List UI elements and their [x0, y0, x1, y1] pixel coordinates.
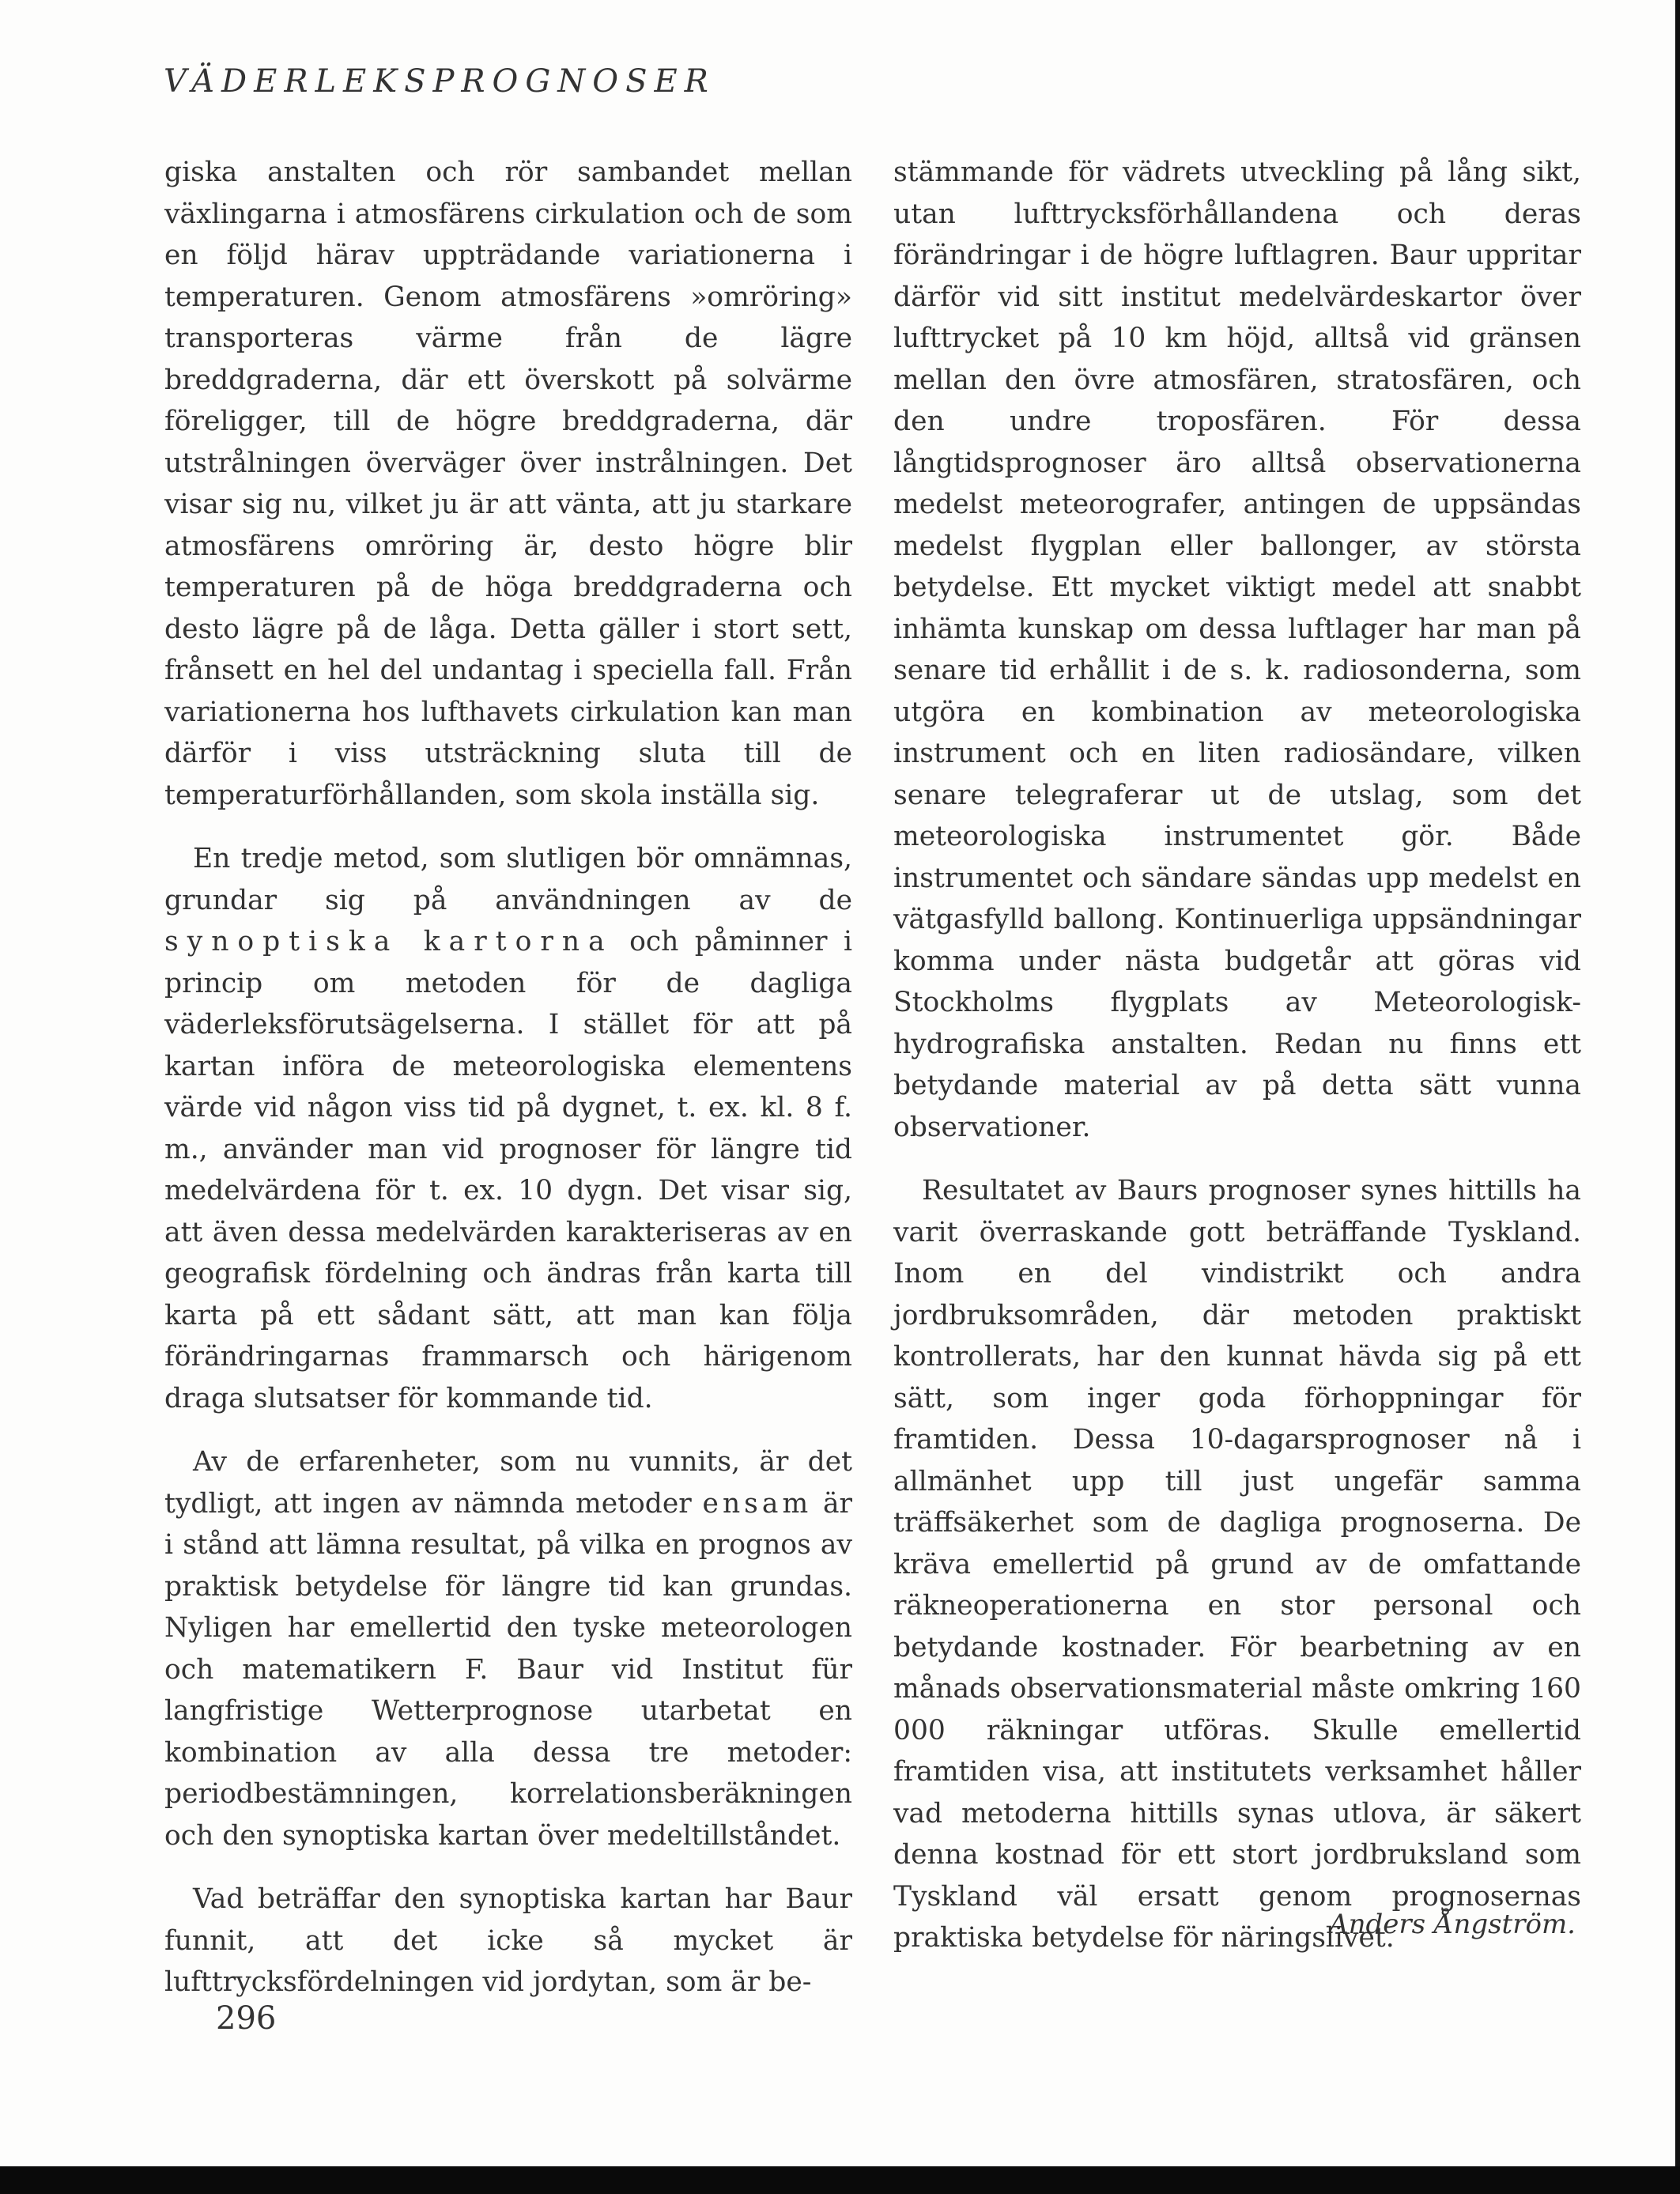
- paragraph: giska anstalten och rör sambandet mellan växlingarna i atmosfärens cirkulation och de som en följd härav uppträdande variationerna i temperaturen. Genom atmosfärens »omröring» transporteras värme från de lägre breddgraderna, där ett överskott på solvärme föreligger, till de högre breddgraderna, där utstrålningen överväger över instrålningen. Det visar sig nu, vilket ju är att vänta, att ju starkare atmosfärens omröring är, desto högre blir temperaturen på de höga breddgraderna och desto lägre på de låga. Detta gäller i stort sett, frånsett en hel del undantag i speciella fall. Från variationerna hos lufthavets cirkulation kan man därför i viss utsträckning sluta till de temperaturförhållanden, som skola inställa sig.: [164, 157, 852, 811]
- paragraph: Vad beträffar den synoptiska kartan har Baur funnit, att det icke så mycket är lufttrycksfördelningen vid jordytan, som är be-: [164, 1883, 852, 1998]
- paragraph: stämmande för vädrets utveckling på lång sikt, utan lufttrycksförhållandena och deras förändringar i de högre luftlagren. Baur uppritar därför vid sitt institut medelvärdeskartor över lufttrycket på 10 km höjd, alltså vid gränsen mellan den övre atmosfären, stratosfären, och den undre troposfären. För dessa långtidsprognoser äro alltså observationerna medelst meteorografer, antingen de uppsändas medelst flygplan eller ballonger, av största betydelse. Ett mycket viktigt medel att snabbt inhämta kunskap om dessa luftlager har man på senare tid erhållit i de s. k. radiosonderna, som utgöra en kombination av meteorologiska instrument och en liten radiosändare, vilken senare telegraferar ut de utslag, som det meteorologiska instrumentet gör. Både instrumentet och sändare sändas upp medelst en vätgasfylld ballong. Kontinuerliga uppsändningar komma under nästa budgetår att göras vid Stockholms flygplats av Meteorologisk-hydrografiska anstalten. Redan nu finns ett betydande material av på detta sätt vunna observationer.: [893, 157, 1581, 1143]
- paragraph-text: Av de erfarenheter, som nu vunnits, är det tydligt, att ingen av nämnda metoder: [164, 1446, 852, 1520]
- right-column: [893, 152, 1581, 1981]
- page-number: 296: [216, 2000, 277, 2037]
- paragraph: [164, 1441, 852, 1856]
- author-signature: Anders Ångström.: [1329, 1909, 1576, 1940]
- scan-edge-bottom: [0, 2166, 1680, 2194]
- emphasis-spaced-text: ensam: [702, 1487, 813, 1520]
- scan-edge-right: [1675, 0, 1680, 2194]
- paragraph-text: och påminner i princip om metoden för de dagliga väderleksförutsägelserna. I stället för att på kartan införa de meteorologiska elementens värde vid någon viss tid på dygnet, t. ex. kl. 8 f. m., använder man vid prognoser för längre tid medelvärdena för t. ex. 10 dygn. Det visar sig, att även dessa medelvärden karakteriseras av en geografisk fördelning och ändras från karta till karta på ett sådant sätt, att man kan följa förändringarnas frammarsch och härigenom draga slutsatser för kommande tid.: [164, 926, 852, 1414]
- paragraph-text: En tredje metod, som slutligen bör omnämnas, grundar sig på användningen av de: [164, 843, 852, 916]
- paragraph-text: är i stånd att lämna resultat, på vilka en prognos av praktisk betydelse för längre tid kan grundas. Nyligen har emellertid den tyske meteorologen och matematikern F. Baur vid Institut für langfristige Wetterprognose utarbetat en kombination av alla dessa tre metoder: periodbestämningen, korrelationsberäkningen och den synoptiska kartan över medeltillståndet.: [164, 1487, 853, 1852]
- left-column: [164, 152, 852, 2026]
- running-title: VÄDERLEKSPROGNOSER: [164, 63, 715, 100]
- paragraph: [164, 838, 852, 1419]
- paragraph: Resultatet av Baurs prognoser synes hittills ha varit överraskande gott beträffande Tyskland. Inom en del vindistrikt och andra jordbruksområden, där metoden praktiskt kontrollerats, har den kunnat hävda sig på ett sätt, som inger goda förhoppningar för framtiden. Dessa 10-dagarsprognoser nå i allmänhet upp till just ungefär samma träffsäkerhet som de dagliga prognoserna. De kräva emellertid på grund av de omfattande räkneoperationerna en stor personal och betydande kostnader. För bearbetning av en månads observationsmaterial måste omkring 160 000 räkningar utföras. Skulle emellertid framtiden visa, att institutets verksamhet håller vad metoderna hittills synas utlova, är säkert denna kostnad för ett stort jordbruksland som Tyskland väl ersatt genom prognosernas praktiska betydelse för näringslivet.: [893, 1175, 1581, 1954]
- emphasis-spaced-text: synoptiska kartorna: [164, 926, 613, 957]
